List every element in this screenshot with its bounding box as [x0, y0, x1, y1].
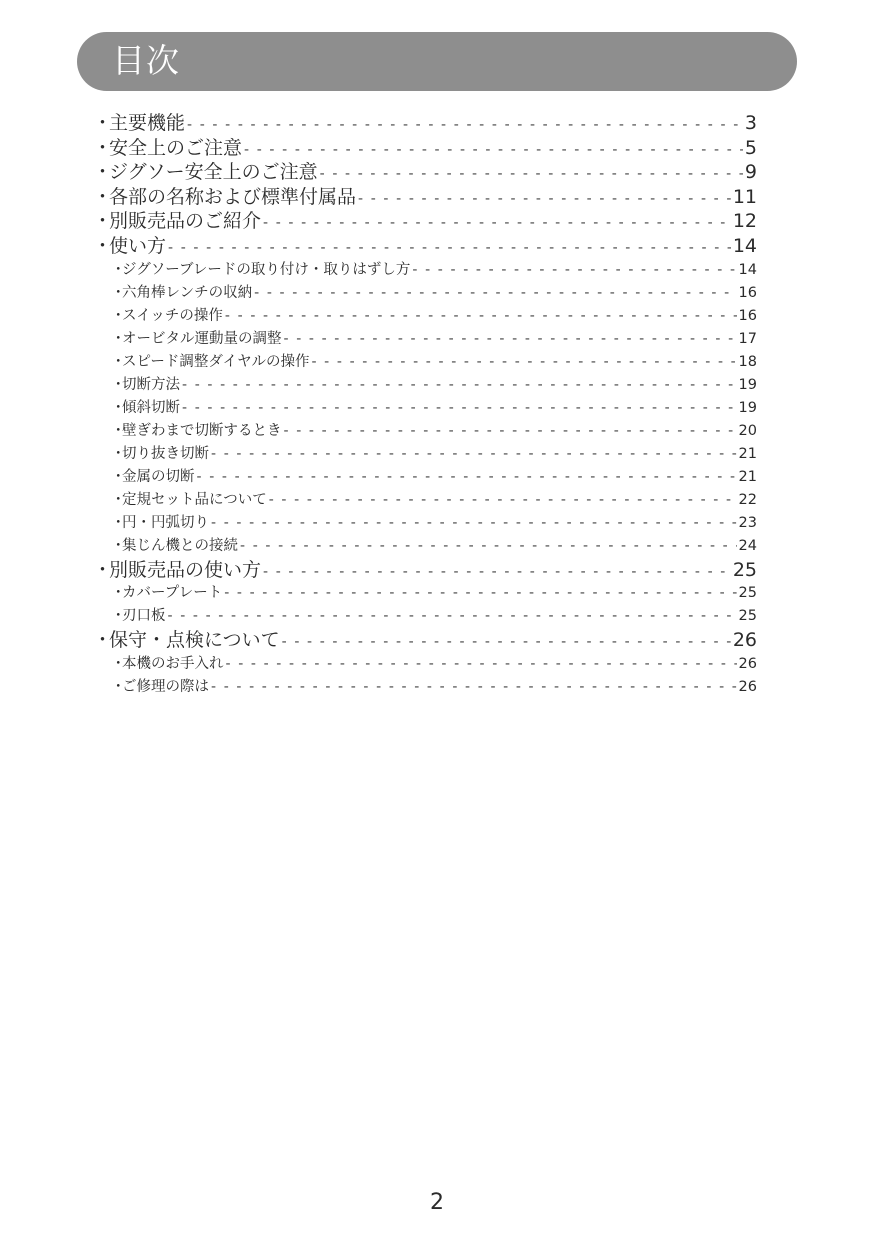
toc-entry-label: 円・円弧切り — [122, 514, 209, 531]
toc-entry-page: 3 — [744, 112, 757, 134]
toc-entry-label: 集じん機との接続 — [122, 537, 238, 554]
toc-subentry[interactable] — [93, 535, 757, 558]
toc-entry-label: スイッチの操作 — [122, 307, 223, 324]
page-number: 2 — [430, 1190, 444, 1215]
toc-entry-page: 5 — [744, 136, 757, 159]
toc-bullet: ・ — [111, 514, 126, 531]
toc-entry-page: 16 — [738, 307, 757, 324]
toc-dot-leader — [197, 466, 737, 489]
toc-subentry[interactable] — [93, 489, 757, 512]
toc-dot-leader — [240, 535, 737, 558]
toc-entry-page: 14 — [738, 261, 757, 278]
toc-bullet: ・ — [111, 261, 126, 278]
toc-subentry[interactable] — [93, 443, 757, 466]
toc-bullet: ・ — [93, 161, 113, 184]
toc-entry-page: 18 — [738, 353, 757, 370]
toc-entry-label: 本機のお手入れ — [122, 655, 224, 672]
page-title: 目次 — [112, 41, 180, 80]
toc-dot-leader — [211, 443, 737, 466]
toc-bullet: ・ — [111, 585, 126, 602]
toc-subentry[interactable] — [93, 605, 757, 628]
toc-entry-label: 定規セット品について — [122, 491, 267, 508]
toc-subentry[interactable] — [93, 374, 757, 397]
toc-subentry[interactable] — [93, 282, 757, 305]
toc-subentry[interactable] — [93, 351, 757, 374]
toc-subentry[interactable] — [93, 466, 757, 489]
toc-bullet: ・ — [111, 678, 126, 695]
toc-entry[interactable] — [93, 185, 757, 210]
toc-bullet: ・ — [111, 468, 126, 485]
toc-entry-label: スピード調整ダイヤルの操作 — [122, 353, 310, 370]
toc-subentry[interactable] — [93, 676, 757, 699]
toc-bullet: ・ — [93, 234, 113, 257]
toc-entry[interactable] — [93, 628, 757, 653]
toc-entry-label: ご修理の際は — [122, 678, 209, 695]
toc-bullet: ・ — [111, 422, 126, 439]
toc-entry-label: 別販売品の使い方 — [109, 558, 262, 581]
toc-bullet: ・ — [93, 629, 113, 652]
toc-dot-leader — [282, 630, 731, 655]
toc-entry-page: 19 — [738, 399, 757, 416]
toc-entry-page: 20 — [738, 422, 757, 439]
toc-dot-leader — [182, 397, 737, 420]
toc-entry-page: 9 — [744, 161, 757, 184]
toc-dot-leader — [225, 305, 737, 328]
toc-entry[interactable] — [93, 558, 757, 583]
toc-subentry[interactable] — [93, 397, 757, 420]
toc-entry-label: カバープレート — [122, 585, 223, 602]
toc-entry-page: 12 — [732, 210, 757, 233]
toc-entry-label: 安全上のご注意 — [109, 136, 243, 159]
toc-dot-leader — [284, 328, 737, 351]
toc-bullet: ・ — [111, 537, 126, 554]
toc-entry-page: 19 — [738, 376, 757, 393]
toc-subentry[interactable] — [93, 420, 757, 443]
toc-bullet: ・ — [111, 307, 126, 324]
toc-bullet: ・ — [93, 210, 113, 233]
toc-bullet: ・ — [111, 655, 126, 672]
toc-dot-leader — [254, 282, 736, 305]
toc-entry-label: 主要機能 — [109, 112, 186, 134]
section-header-bar — [77, 32, 797, 91]
toc-dot-leader — [211, 512, 737, 535]
toc-dot-leader — [320, 162, 743, 187]
toc-dot-leader — [182, 374, 737, 397]
toc-bullet: ・ — [93, 112, 113, 134]
toc-subentry[interactable] — [93, 259, 757, 282]
toc-dot-leader — [168, 236, 731, 261]
toc-entry-page: 26 — [738, 655, 757, 672]
toc-entry-label: 六角棒レンチの収納 — [122, 284, 253, 301]
toc-entry-label: オービタル運動量の調整 — [122, 330, 282, 347]
toc-bullet: ・ — [93, 136, 113, 159]
toc-entry-label: 別販売品のご紹介 — [109, 210, 262, 233]
toc-entry-page: 21 — [738, 468, 757, 485]
toc-dot-leader — [284, 420, 737, 443]
toc-subentry[interactable] — [93, 582, 757, 605]
toc-bullet: ・ — [93, 558, 113, 581]
toc-dot-leader — [263, 211, 731, 236]
toc-dot-leader — [358, 187, 731, 212]
toc-bullet: ・ — [111, 491, 126, 508]
toc-entry-label: 切断方法 — [122, 376, 180, 393]
toc-entry-page: 26 — [738, 678, 757, 695]
toc-entry-page: 25 — [738, 585, 757, 602]
toc-dot-leader — [244, 138, 743, 163]
toc-entry[interactable] — [93, 160, 757, 185]
toc-entry-page: 25 — [738, 608, 757, 625]
toc-dot-leader — [187, 113, 743, 138]
toc-subentry[interactable] — [93, 653, 757, 676]
toc-entry-label: 切り抜き切断 — [122, 445, 209, 462]
toc-dot-leader — [224, 582, 736, 605]
toc-subentry[interactable] — [93, 305, 757, 328]
toc-entry-page: 16 — [738, 284, 757, 301]
toc-dot-leader — [269, 489, 737, 512]
toc-dot-leader — [211, 676, 737, 699]
toc-entry-page: 14 — [732, 234, 757, 257]
toc-dot-leader — [412, 259, 736, 282]
toc-bullet: ・ — [111, 353, 126, 370]
toc-entry[interactable] — [93, 136, 757, 161]
toc-entry-page: 17 — [738, 330, 757, 347]
toc-dot-leader — [263, 560, 731, 585]
toc-bullet: ・ — [111, 284, 126, 301]
toc-bullet: ・ — [111, 445, 126, 462]
toc-bullet: ・ — [111, 608, 126, 625]
toc-entry[interactable] — [93, 209, 757, 234]
toc-entry-page: 26 — [732, 629, 757, 652]
toc-entry-label: 金属の切断 — [122, 468, 195, 485]
toc-entry-page: 11 — [732, 185, 757, 208]
toc-entry-page: 23 — [738, 514, 757, 531]
toc-entry-page: 24 — [738, 537, 757, 554]
toc-entry-label: 傾斜切断 — [122, 399, 180, 416]
toc-subentry[interactable] — [93, 512, 757, 535]
toc-entry-label: ジグソー安全上のご注意 — [109, 161, 318, 184]
toc-entry-label: 保守・点検について — [109, 629, 280, 652]
toc-entry-label: 刃口板 — [122, 608, 166, 625]
toc-entry-label: ジグソーブレードの取り付け・取りはずし方 — [122, 261, 411, 278]
toc-entry-page: 21 — [738, 445, 757, 462]
toc-entry[interactable] — [93, 234, 757, 259]
toc-bullet: ・ — [111, 399, 126, 416]
toc-dot-leader — [226, 653, 737, 676]
toc-entry-page: 22 — [738, 491, 757, 508]
toc-bullet: ・ — [111, 330, 126, 347]
toc-dot-leader — [311, 351, 736, 374]
toc-entry-page: 25 — [732, 558, 757, 581]
toc-entry-label: 各部の名称および標準付属品 — [109, 185, 357, 208]
toc-entry-label: 壁ぎわまで切断するとき — [122, 422, 282, 439]
toc-entry-label: 使い方 — [109, 234, 167, 257]
toc-dot-leader — [168, 605, 737, 628]
toc-subentry[interactable] — [93, 328, 757, 351]
toc-entry[interactable] — [93, 111, 757, 136]
table-of-contents — [93, 111, 757, 699]
toc-bullet: ・ — [93, 185, 113, 208]
toc-bullet: ・ — [111, 376, 126, 393]
